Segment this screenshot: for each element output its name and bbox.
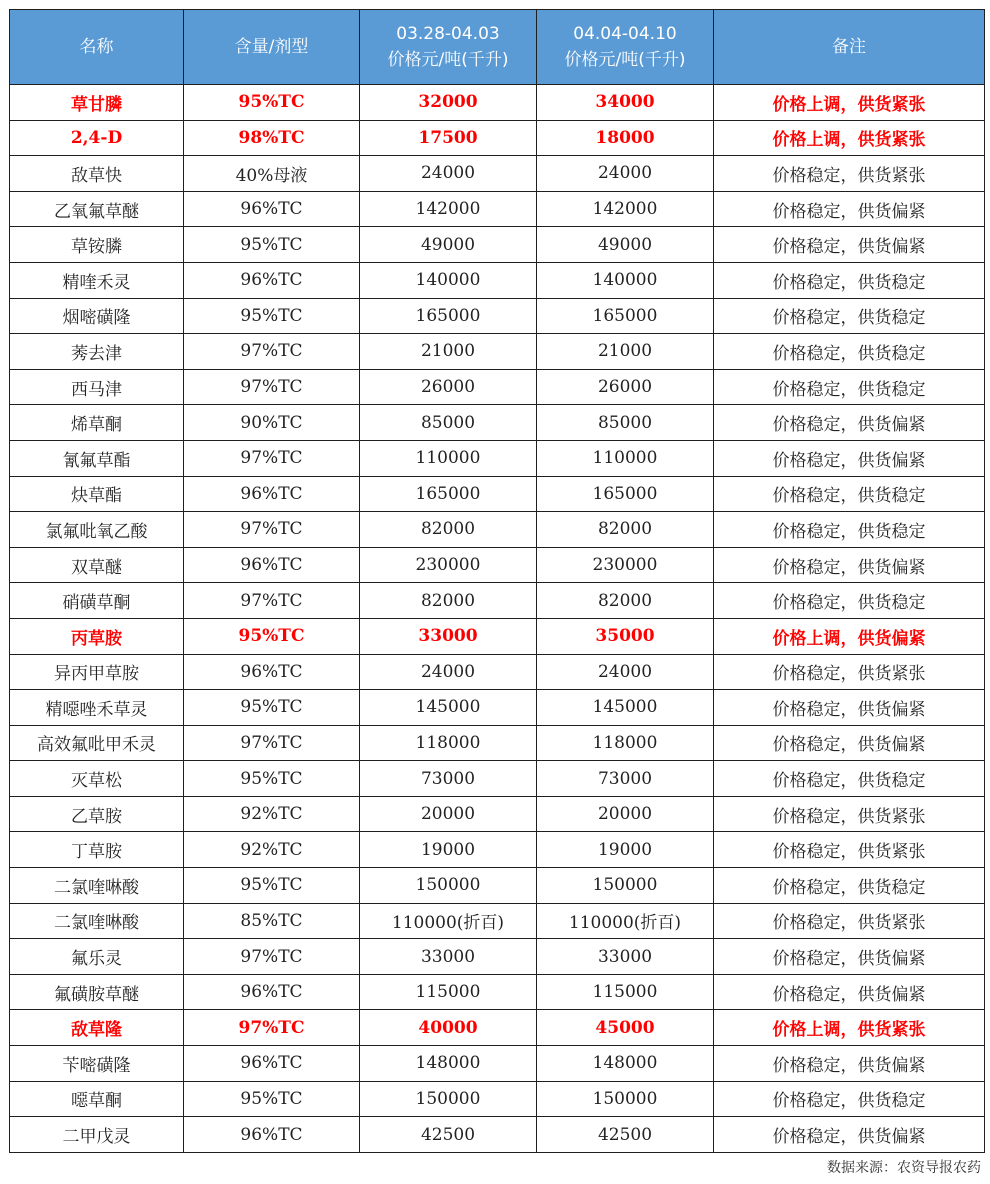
cell-name: 草甘膦 [10,85,184,121]
cell-name: 噁草酮 [10,1081,184,1117]
cell-note: 价格稳定，供货紧张 [714,832,985,868]
cell-name: 二甲戊灵 [10,1117,184,1153]
cell-price-week1: 24000 [360,156,537,192]
cell-price-week2: 148000 [537,1046,714,1082]
cell-price-week1: 32000 [360,85,537,121]
cell-name: 丙草胺 [10,618,184,654]
cell-spec: 95%TC [184,868,360,904]
cell-spec: 96%TC [184,1046,360,1082]
cell-note: 价格稳定，供货稳定 [714,262,985,298]
cell-price-week1: 118000 [360,725,537,761]
cell-name: 二氯喹啉酸 [10,868,184,904]
cell-spec: 97%TC [184,512,360,548]
cell-price-week1: 148000 [360,1046,537,1082]
cell-spec: 96%TC [184,191,360,227]
table-row [10,369,985,405]
table-row [10,547,985,583]
cell-note: 价格稳定，供货偏紧 [714,974,985,1010]
cell-name: 2,4-D [10,120,184,156]
cell-note: 价格稳定，供货稳定 [714,369,985,405]
cell-name: 双草醚 [10,547,184,583]
table-header [10,10,985,85]
header-spec: 含量/剂型 [184,10,360,85]
table-row [10,191,985,227]
table-row [10,262,985,298]
cell-price-week1: 140000 [360,262,537,298]
cell-note: 价格上调，供货紧张 [714,1010,985,1046]
cell-note: 价格稳定，供货偏紧 [714,1117,985,1153]
cell-price-week1: 85000 [360,405,537,441]
cell-name: 乙草胺 [10,796,184,832]
cell-price-week2: 18000 [537,120,714,156]
cell-price-week2: 20000 [537,796,714,832]
header-week2-unit: 价格元/吨(千升) [564,50,686,70]
cell-price-week2: 33000 [537,939,714,975]
table-row [10,903,985,939]
cell-price-week2: 34000 [537,85,714,121]
table-row [10,1046,985,1082]
cell-note: 价格稳定，供货偏紧 [714,191,985,227]
header-week1 [360,10,537,85]
cell-spec: 95%TC [184,690,360,726]
cell-price-week1: 20000 [360,796,537,832]
header-week1-date: 03.28-04.03 [396,24,500,44]
cell-price-week2: 142000 [537,191,714,227]
table-row [10,512,985,548]
cell-name: 烯草酮 [10,405,184,441]
cell-spec: 90%TC [184,405,360,441]
cell-name: 乙氧氟草醚 [10,191,184,227]
cell-price-week1: 21000 [360,334,537,370]
cell-spec: 96%TC [184,654,360,690]
data-source: 数据来源：农资导报农药 [827,1160,981,1176]
cell-note: 价格上调，供货偏紧 [714,618,985,654]
cell-name: 莠去津 [10,334,184,370]
cell-price-week1: 19000 [360,832,537,868]
cell-spec: 40%母液 [184,156,360,192]
cell-price-week1: 49000 [360,227,537,263]
cell-price-week1: 73000 [360,761,537,797]
cell-price-week1: 142000 [360,191,537,227]
cell-spec: 97%TC [184,725,360,761]
cell-note: 价格稳定，供货稳定 [714,298,985,334]
table-row [10,156,985,192]
cell-price-week1: 26000 [360,369,537,405]
cell-name: 硝磺草酮 [10,583,184,619]
cell-note: 价格上调，供货紧张 [714,120,985,156]
cell-name: 氰氟草酯 [10,440,184,476]
cell-name: 草铵膦 [10,227,184,263]
table-row [10,1081,985,1117]
cell-price-week2: 82000 [537,512,714,548]
cell-price-week1: 82000 [360,512,537,548]
cell-price-week1: 82000 [360,583,537,619]
cell-spec: 97%TC [184,334,360,370]
cell-price-week2: 115000 [537,974,714,1010]
cell-name: 烟嘧磺隆 [10,298,184,334]
cell-note: 价格稳定，供货偏紧 [714,1046,985,1082]
header-row [10,10,985,85]
table-row [10,690,985,726]
cell-price-week2: 110000(折百) [537,903,714,939]
cell-price-week2: 73000 [537,761,714,797]
cell-note: 价格稳定，供货稳定 [714,868,985,904]
cell-name: 异丙甲草胺 [10,654,184,690]
table-row [10,654,985,690]
cell-note: 价格稳定，供货偏紧 [714,725,985,761]
cell-name: 丁草胺 [10,832,184,868]
table-row [10,939,985,975]
cell-name: 敌草快 [10,156,184,192]
cell-note: 价格稳定，供货偏紧 [714,405,985,441]
cell-spec: 97%TC [184,583,360,619]
cell-spec: 95%TC [184,227,360,263]
price-table [9,9,985,1153]
cell-spec: 95%TC [184,761,360,797]
cell-price-week2: 140000 [537,262,714,298]
cell-note: 价格稳定，供货稳定 [714,761,985,797]
cell-price-week2: 230000 [537,547,714,583]
table-row [10,1010,985,1046]
cell-price-week2: 24000 [537,654,714,690]
cell-name: 高效氟吡甲禾灵 [10,725,184,761]
cell-price-week1: 24000 [360,654,537,690]
cell-spec: 97%TC [184,939,360,975]
cell-name: 敌草隆 [10,1010,184,1046]
cell-price-week1: 110000(折百) [360,903,537,939]
cell-price-week1: 150000 [360,868,537,904]
cell-note: 价格稳定，供货稳定 [714,512,985,548]
cell-note: 价格稳定，供货稳定 [714,334,985,370]
cell-spec: 96%TC [184,1117,360,1153]
cell-note: 价格稳定，供货紧张 [714,903,985,939]
cell-name: 二氯喹啉酸 [10,903,184,939]
header-week2-date: 04.04-04.10 [573,24,677,44]
header-week2 [537,10,714,85]
cell-price-week2: 118000 [537,725,714,761]
cell-price-week2: 150000 [537,1081,714,1117]
table-row [10,725,985,761]
cell-name: 炔草酯 [10,476,184,512]
cell-price-week1: 230000 [360,547,537,583]
cell-spec: 97%TC [184,440,360,476]
cell-price-week1: 145000 [360,690,537,726]
cell-name: 西马津 [10,369,184,405]
cell-price-week2: 42500 [537,1117,714,1153]
cell-price-week1: 165000 [360,298,537,334]
cell-note: 价格稳定，供货稳定 [714,1081,985,1117]
table-row [10,796,985,832]
cell-price-week2: 45000 [537,1010,714,1046]
cell-spec: 98%TC [184,120,360,156]
cell-spec: 85%TC [184,903,360,939]
cell-note: 价格稳定，供货偏紧 [714,440,985,476]
cell-price-week2: 35000 [537,618,714,654]
cell-price-week2: 26000 [537,369,714,405]
table-row [10,974,985,1010]
cell-name: 氟乐灵 [10,939,184,975]
cell-price-week2: 21000 [537,334,714,370]
table-row [10,583,985,619]
cell-price-week2: 150000 [537,868,714,904]
cell-name: 精噁唑禾草灵 [10,690,184,726]
cell-price-week1: 165000 [360,476,537,512]
table-row [10,405,985,441]
cell-name: 氯氟吡氧乙酸 [10,512,184,548]
cell-price-week2: 24000 [537,156,714,192]
cell-price-week2: 82000 [537,583,714,619]
cell-price-week2: 165000 [537,298,714,334]
cell-note: 价格稳定，供货紧张 [714,156,985,192]
cell-spec: 97%TC [184,1010,360,1046]
cell-name: 灭草松 [10,761,184,797]
cell-spec: 97%TC [184,369,360,405]
cell-note: 价格稳定，供货稳定 [714,583,985,619]
cell-price-week2: 19000 [537,832,714,868]
cell-spec: 96%TC [184,476,360,512]
header-note: 备注 [714,10,985,85]
table-row [10,334,985,370]
table-row [10,761,985,797]
table-row [10,832,985,868]
cell-spec: 92%TC [184,796,360,832]
cell-note: 价格稳定，供货稳定 [714,476,985,512]
table-row [10,227,985,263]
table-row [10,85,985,121]
cell-price-week2: 145000 [537,690,714,726]
cell-note: 价格稳定，供货紧张 [714,796,985,832]
table-row [10,1117,985,1153]
cell-spec: 95%TC [184,85,360,121]
cell-note: 价格稳定，供货偏紧 [714,690,985,726]
cell-name: 氟磺胺草醚 [10,974,184,1010]
cell-note: 价格稳定，供货紧张 [714,654,985,690]
cell-price-week1: 33000 [360,939,537,975]
cell-name: 精喹禾灵 [10,262,184,298]
table-row [10,618,985,654]
cell-price-week1: 110000 [360,440,537,476]
header-week1-unit: 价格元/吨(千升) [387,50,509,70]
cell-note: 价格稳定，供货偏紧 [714,939,985,975]
cell-price-week2: 85000 [537,405,714,441]
cell-spec: 96%TC [184,547,360,583]
table-body [10,85,985,1153]
cell-price-week1: 42500 [360,1117,537,1153]
cell-price-week1: 115000 [360,974,537,1010]
cell-spec: 96%TC [184,974,360,1010]
cell-name: 苄嘧磺隆 [10,1046,184,1082]
table-row [10,868,985,904]
cell-price-week1: 40000 [360,1010,537,1046]
cell-price-week1: 33000 [360,618,537,654]
table-row [10,120,985,156]
cell-price-week2: 49000 [537,227,714,263]
cell-spec: 95%TC [184,618,360,654]
table-row [10,476,985,512]
header-name: 名称 [10,10,184,85]
table-row [10,298,985,334]
cell-spec: 95%TC [184,298,360,334]
cell-note: 价格稳定，供货偏紧 [714,547,985,583]
cell-spec: 92%TC [184,832,360,868]
cell-price-week2: 165000 [537,476,714,512]
cell-price-week1: 17500 [360,120,537,156]
table-row [10,440,985,476]
cell-note: 价格稳定，供货偏紧 [714,227,985,263]
cell-note: 价格上调，供货紧张 [714,85,985,121]
cell-spec: 95%TC [184,1081,360,1117]
cell-price-week1: 150000 [360,1081,537,1117]
cell-spec: 96%TC [184,262,360,298]
cell-price-week2: 110000 [537,440,714,476]
